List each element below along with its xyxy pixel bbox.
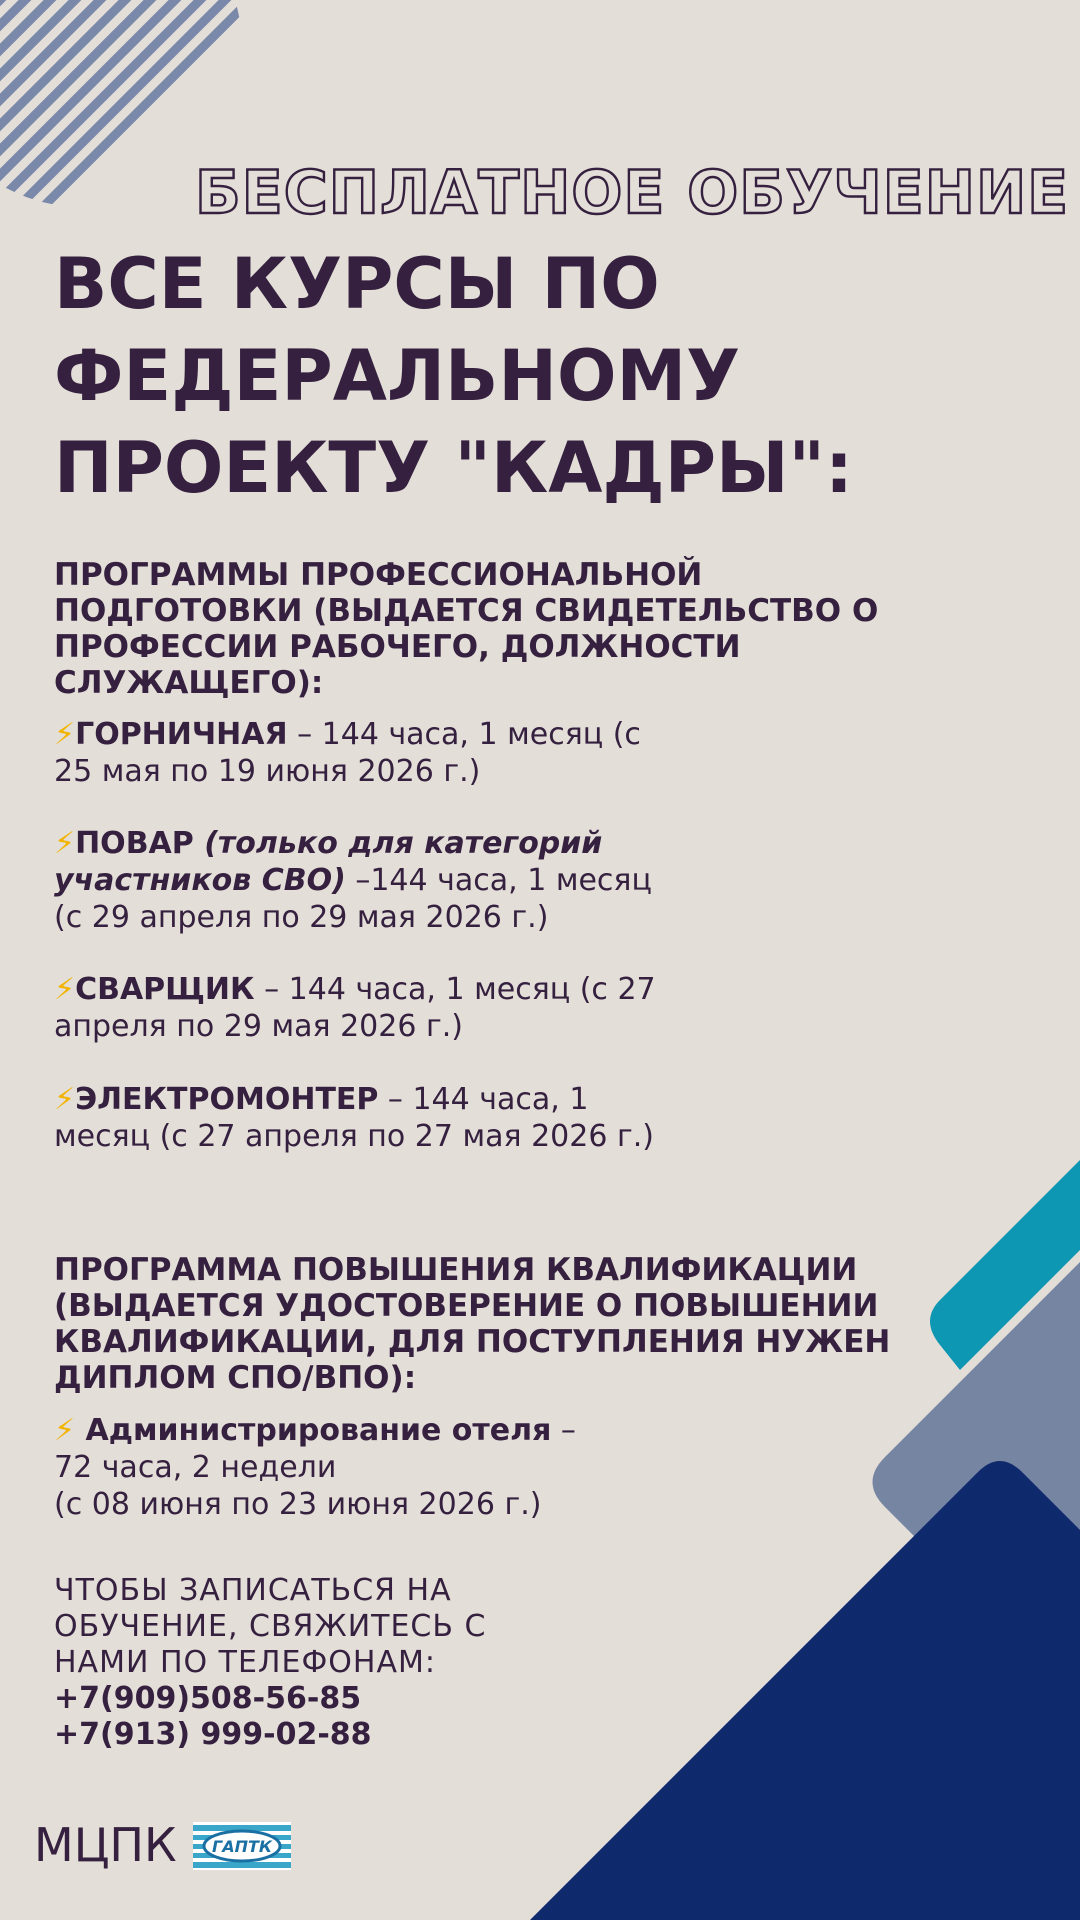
course-note: (только для категорий [193, 826, 603, 861]
course-name: СВАРЩИК [75, 972, 255, 1007]
free-training-subtitle: БЕСПЛАТНОЕ ОБУЧЕНИЕ [195, 158, 1070, 228]
title-line: ВСЕ КУРСЫ ПО [54, 243, 660, 325]
course-duration: – 144 часа, 1 [378, 1082, 589, 1117]
gaptk-logo [193, 1822, 291, 1870]
page-title [54, 238, 954, 514]
course-duration: 72 часа, 2 недели [54, 1450, 337, 1485]
course-dates: месяц (с 27 апреля по 27 мая 2026 г.) [54, 1119, 654, 1154]
course-duration: –144 часа, 1 месяц [345, 863, 652, 898]
course-name: ГОРНИЧНАЯ [75, 717, 288, 752]
course-dates: 25 мая по 19 июня 2026 г.) [54, 754, 481, 789]
course-name: ЭЛЕКТРОМОНТЕР [75, 1082, 379, 1117]
course-duration: – [551, 1413, 576, 1448]
course-duration: – 144 часа, 1 месяц (с [287, 717, 641, 752]
contact-text-line: НАМИ ПО ТЕЛЕФОНАМ: [54, 1645, 436, 1680]
course-item-electrician [54, 1081, 774, 1155]
phone-number-2[interactable]: +7(913) 999-02-88 [54, 1717, 372, 1752]
course-dates: апреля по 29 мая 2026 г.) [54, 1009, 463, 1044]
lightning-icon: ⚡ [54, 1082, 76, 1117]
phone-number-1[interactable]: +7(909)508-56-85 [54, 1681, 362, 1716]
lightning-icon: ⚡ [54, 972, 76, 1007]
course-name: Администрирование отеля [75, 1413, 552, 1448]
logo-text: ГАПТК [212, 1837, 272, 1856]
lightning-icon: ⚡ [54, 826, 76, 861]
course-item-hotel-administration [54, 1412, 774, 1523]
title-line: ПРОЕКТУ "КАДРЫ": [54, 427, 854, 509]
lightning-icon: ⚡ [54, 717, 76, 752]
course-item-welder [54, 971, 774, 1045]
lightning-icon: ⚡ [54, 1413, 76, 1448]
title-line: ФЕДЕРАЛЬНОМУ [54, 335, 741, 417]
contact-text-line: ЧТОБЫ ЗАПИСАТЬСЯ НА [54, 1573, 452, 1608]
brand-name: МЦПК [34, 1818, 177, 1872]
course-name: ПОВАР [75, 826, 194, 861]
course-dates: (с 29 апреля по 29 мая 2026 г.) [54, 900, 549, 935]
course-note: участников СВО) [54, 863, 346, 898]
professional-training-heading: ПРОГРАММЫ ПРОФЕССИОНАЛЬНОЙ ПОДГОТОВКИ (ВЫДАЕТСЯ СВИДЕТЕЛЬСТВО О ПРОФЕССИИ РАБОЧЕГО, ДОЛЖНОСТИ СЛУЖАЩЕГО): [54, 557, 879, 701]
course-item-cook [54, 825, 774, 936]
course-item-maid [54, 716, 774, 790]
contact-block [54, 1573, 654, 1753]
course-dates: (с 08 июня по 23 июня 2026 г.) [54, 1487, 542, 1522]
course-duration: – 144 часа, 1 месяц (с 27 [254, 972, 656, 1007]
contact-text-line: ОБУЧЕНИЕ, СВЯЖИТЕСЬ С [54, 1609, 487, 1644]
qualification-upgrade-heading: ПРОГРАММА ПОВЫШЕНИЯ КВАЛИФИКАЦИИ (ВЫДАЕТСЯ УДОСТОВЕРЕНИЕ О ПОВЫШЕНИИ КВАЛИФИКАЦИИ, ДЛЯ ПОСТУПЛЕНИЯ НУЖЕН ДИПЛОМ СПО/ВПО): [54, 1252, 891, 1396]
